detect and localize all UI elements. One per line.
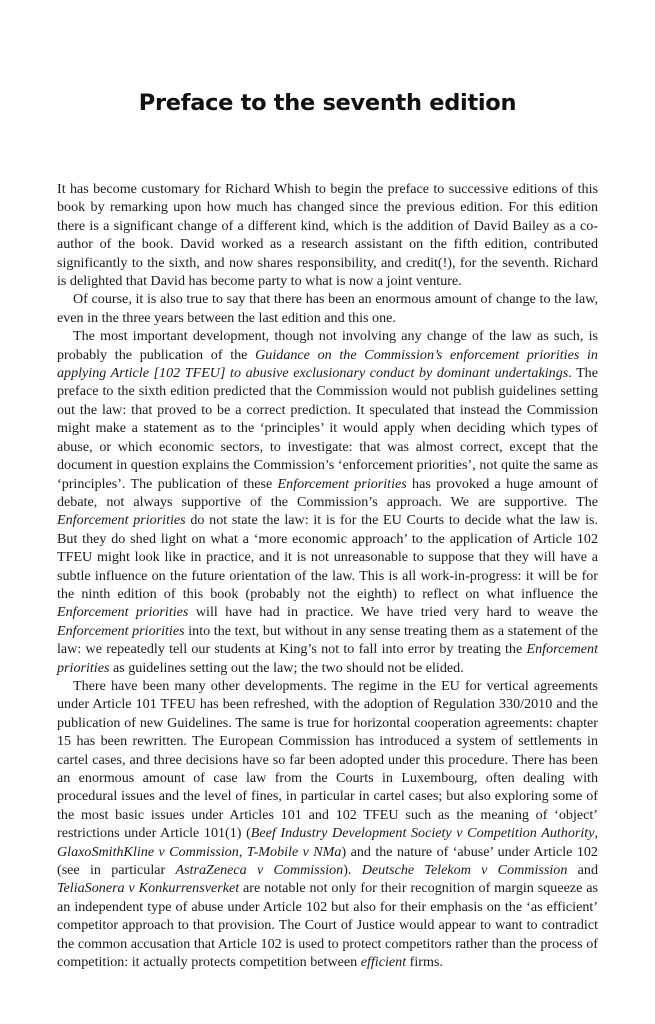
italic-text: Enforcement priorities	[57, 622, 185, 639]
text-run: do not state the law: it is for the EU Courts to decide what the law is. But they do shed light on what a ‘more economic approach’ to the application of Article 102 TFEU might look like in practice, and it is not unreasonable to suppose that they will have a subtle influence on the future orientation of the law. This is all work-in-progress: it will be for the ninth edition of this book (probably not the eighth) to reflect on what influence the	[57, 512, 598, 602]
text-run: are notable not only for their recognition of margin squeeze as an independent type of abuse under Article 102 but also for their emphasis on the ‘as efficient’ competitor approach to that provision. The Court of Justice would appear to want to contradict the common accusation that Article 102 is used to protect competitors rather than the process of competition: it actually protects competition between	[57, 880, 598, 971]
italic-text: AstraZeneca v Commission	[175, 862, 344, 879]
italic-text: T-Mobile v NMa	[246, 843, 342, 860]
text-run: ) and the nature of ‘abuse’ under Article 102 (see in particular	[57, 843, 598, 879]
text-run: ,	[594, 825, 598, 842]
italic-text: Guidance on the Commission’s enforcement priorities in applying Article [102 TFEU] to abusive exclusionary conduct by dominant undertakings	[57, 346, 598, 382]
text-run: It has become customary for Richard Whish to begin the preface to successive editions of this book by remarking upon how much has changed since the previous edition. For this edition there is a significant change of a different kind, which is the addition of David Bailey as a co-author of the book. David worked as a research assistant on the fifth edition, contributed significantly to the sixth, and now shares responsibility, and credit(!), for the seventh. Richard is delighted that David has become party to what is now a joint venture.	[57, 181, 598, 290]
italic-text: Enforcement priorities	[277, 475, 407, 492]
text-run: into the text, but without in any sense treating them as a statement of the law: we repeatedly tell our students at King’s not to fall into error by treating the	[57, 622, 598, 658]
preface-body	[57, 180, 598, 971]
text-run: There have been many other developments. The regime in the EU for vertical agreements under Article 101 TFEU has been refreshed, with the adoption of Regulation 330/2010 and the publication of new Guidelines. The same is true for horizontal cooperation agreements: chapter 15 has been rewritten. The European Commission has introduced a system of settlements in cartel cases, and three decisions have so far been adopted under this procedure. There has been an enormous amount of case law from the Courts in Luxembourg, often dealing with procedural issues and the level of fines, in particular in cartel cases; but also exploring some of the most basic issues under Articles 101 and 102 TFEU such as the meaning of ‘object’ restrictions under Article 101(1) (	[57, 677, 598, 842]
text-run: ).	[343, 862, 362, 879]
text-run: will have had in practice. We have tried very hard to weave the	[188, 604, 598, 621]
text-run: . The preface to the sixth edition predicted that the Commission would not publish guidelines setting out the law: that proved to be a correct prediction. It speculated that instead the Commission might make a statement as to the ‘principles’ it would apply when deciding which types of abuse, or which economic sectors, to investigate: that was almost correct, except that the document in question explains the Commission’s ‘enforcement priorities’, not quite the same as ‘principles’. The publication of these	[57, 365, 598, 492]
italic-text: Beef Industry Development Society v Competition Authority	[250, 825, 595, 842]
text-run: has provoked a huge amount of debate, not always supportive of the Commission’s approach. We are supportive. The	[57, 475, 598, 510]
text-run: ,	[238, 843, 247, 860]
italic-text: Enforcement priorities	[57, 604, 189, 621]
italic-text: Deutsche Telekom v Commission	[361, 862, 568, 879]
page-title: Preface to the seventh edition	[138, 90, 517, 116]
italic-text: GlaxoSmithKline v Commission	[57, 843, 239, 860]
paragraph	[57, 180, 598, 290]
italic-text: Enforcement priorities	[57, 512, 186, 529]
italic-text: efficient	[360, 954, 407, 971]
paragraph	[57, 327, 598, 677]
text-run: Of course, it is also true to say that there has been an enormous amount of change to the law, even in the three years between the last edition and this one.	[57, 291, 598, 326]
paragraph	[57, 290, 598, 327]
text-run: as guidelines setting out the law; the two should not be elided.	[109, 659, 464, 676]
text-run: firms.	[406, 954, 443, 971]
italic-text: TeliaSonera v Konkurrensverket	[57, 880, 240, 897]
paragraph	[57, 677, 598, 972]
text-run: and	[567, 862, 599, 879]
text-run: The most important development, though not involving any change of the law as such, is probably the publication of the	[57, 328, 598, 363]
italic-text: Enforcement priorities	[57, 641, 598, 676]
